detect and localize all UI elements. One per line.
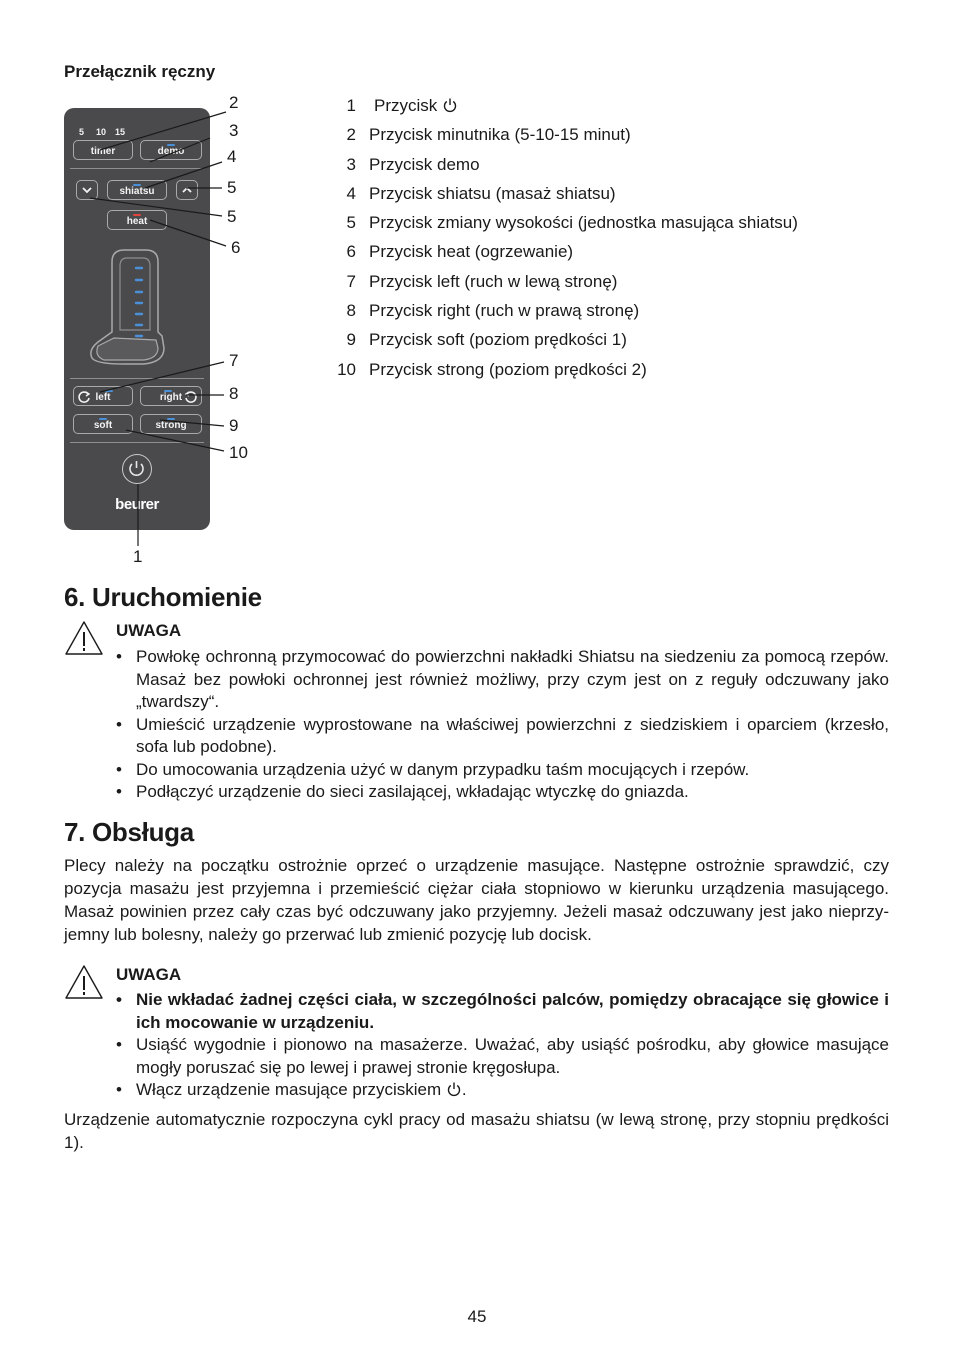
section-6-title: 6. Uruchomienie bbox=[64, 582, 262, 612]
legend-item: 9 Przycisk soft (poziom prędkości 1) bbox=[346, 330, 627, 350]
legend-item: 7 Przycisk left (ruch w lewą stronę) bbox=[346, 271, 618, 291]
demo-button: demo bbox=[140, 140, 202, 160]
callout-9: 9 bbox=[229, 416, 239, 435]
timer-button: timer bbox=[73, 140, 133, 160]
warning-icon bbox=[64, 620, 104, 656]
brand-logo: beurer bbox=[115, 496, 159, 513]
callout-8: 8 bbox=[229, 384, 239, 403]
page-number: 45 bbox=[467, 1307, 487, 1326]
manual-switch-heading: Przełącznik ręczny bbox=[64, 62, 216, 81]
operation-intro: Plecy należy na początku ostrożnie oprzeć o urządzenie masujące. Następne ostrożnie sprawdzić, czy pozycja masażu jest przyjemna i przemieścić ciężar ciała stopniowo w kierunku urządzenia masującego. Masaż powinien przez cały czas być odczuwany jako przyjemny. Jeżeli masaż odczuwany jest jako nieprzy-jemny lub bolesny, należy go przerwać lub zmienić pozycję lub docisk. bbox=[64, 856, 889, 944]
power-icon bbox=[446, 1081, 462, 1097]
callout-5-down: 5 bbox=[227, 207, 237, 226]
legend-item: 10 Przycisk strong (poziom prędkości 2) bbox=[337, 359, 647, 379]
legend-item: 5 Przycisk zmiany wysokości (jednostka masująca shiatsu) bbox=[346, 213, 798, 233]
list-item: • Nie wkładać żadnej części ciała, w szczególności palców, pomiędzy obracające się głowice i ich mocowanie w urządzeniu. bbox=[116, 989, 889, 1034]
callout-5-up: 5 bbox=[227, 178, 237, 197]
heat-button: heat bbox=[107, 210, 167, 230]
list-item: • Włącz urządzenie masujące przyciskiem . bbox=[116, 1079, 889, 1102]
list-item: • Usiąść wygodnie i pionowo na masażerze. Uważać, aby usiąść pośrodku, aby głowice masujące mogły poruszać się po lewej i prawej stronie kręgosłupa. bbox=[116, 1034, 889, 1079]
callout-2: 2 bbox=[229, 93, 239, 112]
operation-instructions bbox=[116, 989, 889, 1102]
button-legend bbox=[336, 96, 856, 389]
callout-10: 10 bbox=[229, 443, 248, 462]
left-button: left bbox=[73, 386, 133, 406]
section-7-title: 7. Obsługa bbox=[64, 817, 194, 847]
warning-icon bbox=[64, 964, 104, 1000]
warning-title: UWAGA bbox=[116, 965, 182, 984]
right-button: right bbox=[140, 386, 202, 406]
callout-3: 3 bbox=[229, 121, 239, 140]
callout-4: 4 bbox=[227, 147, 237, 166]
legend-item: 6 Przycisk heat (ogrzewanie) bbox=[346, 242, 574, 262]
operation-closing: Urządzenie automatycznie rozpoczyna cykl pracy od masażu shiatsu (w lewą stronę, przy stopniu prędkości 1). bbox=[64, 1110, 889, 1152]
list-item: • Do umocowania urządzenia użyć w danym przypadku taśm mocujących i rzepów. bbox=[116, 759, 889, 782]
list-item: • Umieścić urządzenie wyprostowane na właściwej powierzchni z siedziskiem i oparciem (krzesło, sofa lub podobne). bbox=[116, 714, 889, 759]
setup-instructions bbox=[116, 646, 889, 804]
shiatsu-button: shiatsu bbox=[107, 180, 167, 200]
legend-item: 1 Przycisk bbox=[336, 96, 856, 125]
timer-15: 15 bbox=[115, 127, 126, 137]
warning-title: UWAGA bbox=[116, 621, 182, 640]
callout-6: 6 bbox=[231, 238, 241, 257]
legend-item: 2 Przycisk minutnika (5-10-15 minut) bbox=[346, 125, 631, 145]
legend-item: 3 Przycisk demo bbox=[346, 154, 480, 174]
soft-button: soft bbox=[73, 414, 133, 434]
power-icon bbox=[442, 97, 458, 113]
timer-10: 10 bbox=[96, 127, 107, 137]
strong-button: strong bbox=[140, 414, 202, 434]
list-item: • Podłączyć urządzenie do sieci zasilającej, wkładając wtyczkę do gniazda. bbox=[116, 781, 889, 804]
callout-1: 1 bbox=[133, 547, 143, 566]
list-item: • Powłokę ochronną przymocować do powierzchni nakładki Shiatsu na siedzeniu za pomocą rzepów. Masaż bez powłoki ochronnej jest również możliwy, przy czym jest on z reguły odczuwany jako „twardszy“. bbox=[116, 646, 889, 714]
callout-7: 7 bbox=[229, 351, 239, 370]
legend-item: 4 Przycisk shiatsu (masaż shiatsu) bbox=[346, 183, 616, 203]
timer-5: 5 bbox=[79, 127, 85, 137]
legend-item: 8 Przycisk right (ruch w prawą stronę) bbox=[346, 301, 640, 321]
